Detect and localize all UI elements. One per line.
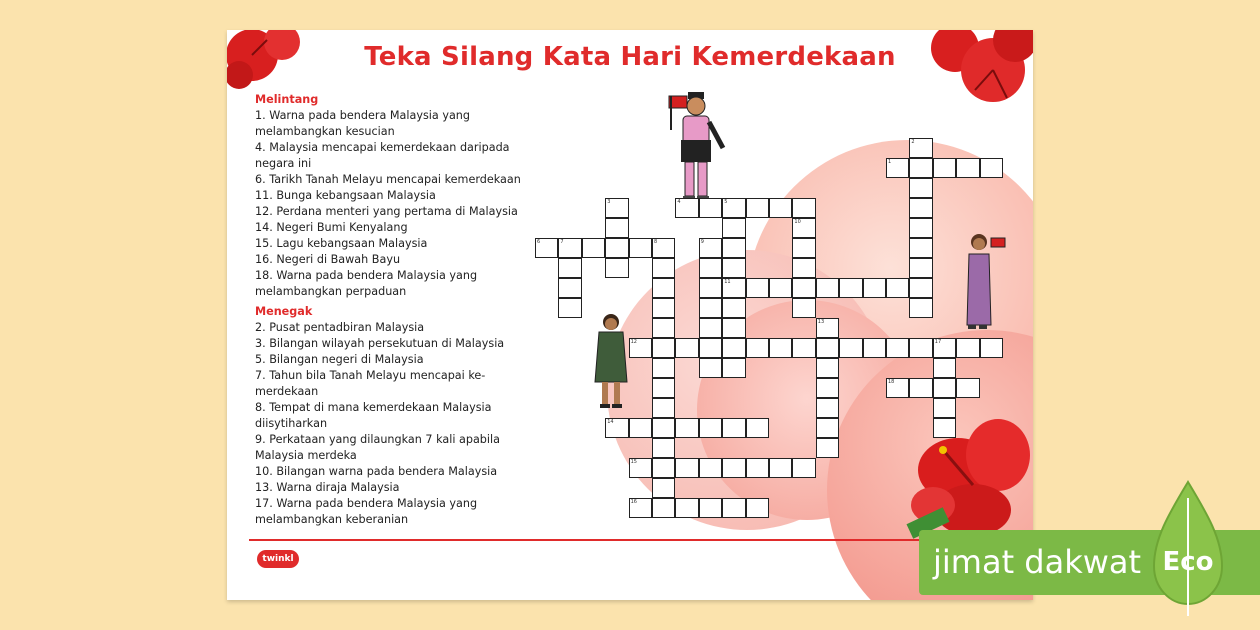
grid-cell[interactable] [652,398,675,418]
grid-cell[interactable] [722,198,745,218]
grid-cell[interactable] [792,198,815,218]
grid-cell[interactable] [816,278,839,298]
grid-cell[interactable] [722,458,745,478]
down-clue: 2. Pusat pentadbiran Malaysia [255,321,425,334]
grid-number: 2 [911,139,915,145]
grid-cell[interactable] [933,158,956,178]
grid-cell[interactable] [769,338,792,358]
across-clue: 11. Bunga kebangsaan Malaysia [255,189,436,202]
grid-cell[interactable] [816,378,839,398]
grid-cell[interactable] [886,338,909,358]
across-clue: 12. Perdana menteri yang pertama di Malaysia [255,205,518,218]
grid-cell[interactable] [558,278,581,298]
grid-cell[interactable] [933,358,956,378]
grid-cell[interactable] [909,178,932,198]
grid-cell[interactable] [605,198,628,218]
grid-cell[interactable] [675,418,698,438]
grid-cell[interactable] [652,298,675,318]
down-clue: 13. Warna diraja Malaysia [255,481,400,494]
grid-cell[interactable] [652,458,675,478]
across-clue: melambangkan perpaduan [255,285,407,298]
grid-cell[interactable] [909,278,932,298]
grid-cell[interactable] [863,278,886,298]
grid-cell[interactable] [629,338,652,358]
grid-cell[interactable] [652,378,675,398]
grid-cell[interactable] [980,338,1003,358]
grid-cell[interactable] [769,198,792,218]
grid-cell[interactable] [652,258,675,278]
grid-cell[interactable] [605,218,628,238]
grid-cell[interactable] [722,258,745,278]
worksheet [227,30,1033,600]
grid-number: 15 [630,459,637,465]
grid-number: 11 [724,279,731,285]
grid-cell[interactable] [792,338,815,358]
grid-cell[interactable] [909,298,932,318]
down-heading: Menegak [255,305,313,318]
across-clue: 1. Warna pada bendera Malaysia yang [255,109,470,122]
grid-cell[interactable] [629,418,652,438]
grid-cell[interactable] [886,278,909,298]
grid-number: 6 [537,239,541,245]
eco-drop-icon [1148,478,1228,618]
grid-cell[interactable] [956,158,979,178]
grid-cell[interactable] [746,198,769,218]
grid-cell[interactable] [652,498,675,518]
grid-cell[interactable] [769,278,792,298]
grid-cell[interactable] [816,358,839,378]
grid-cell[interactable] [792,258,815,278]
grid-number: 12 [630,339,637,345]
grid-cell[interactable] [792,218,815,238]
grid-cell[interactable] [699,418,722,438]
grid-cell[interactable] [652,418,675,438]
grid-cell[interactable] [980,158,1003,178]
grid-number: 5 [724,199,728,205]
grid-cell[interactable] [746,498,769,518]
grid-cell[interactable] [699,318,722,338]
grid-cell[interactable] [675,458,698,478]
grid-cell[interactable] [933,378,956,398]
grid-cell[interactable] [558,298,581,318]
grid-cell[interactable] [722,418,745,438]
grid-cell[interactable] [792,298,815,318]
down-clue: diisytiharkan [255,417,328,430]
grid-number: 16 [630,499,637,505]
grid-cell[interactable] [605,238,628,258]
grid-number: 7 [560,239,564,245]
grid-cell[interactable] [652,278,675,298]
down-clue: 7. Tahun bila Tanah Melayu mencapai ke- [255,369,486,382]
grid-cell[interactable] [699,258,722,278]
grid-cell[interactable] [933,338,956,358]
grid-cell[interactable] [909,338,932,358]
grid-cell[interactable] [699,358,722,378]
grid-cell[interactable] [746,278,769,298]
twinkl-logo: twinkl [257,550,299,568]
grid-cell[interactable] [629,458,652,478]
down-clue: 8. Tempat di mana kemerdekaan Malaysia [255,401,492,414]
grid-cell[interactable] [675,198,698,218]
grid-cell[interactable] [582,238,605,258]
down-clue: 3. Bilangan wilayah persekutuan di Malaysia [255,337,505,350]
footer-divider [249,539,1011,541]
grid-cell[interactable] [909,258,932,278]
grid-cell[interactable] [769,458,792,478]
grid-cell[interactable] [652,438,675,458]
across-clue: 14. Negeri Bumi Kenyalang [255,221,408,234]
grid-cell[interactable] [675,338,698,358]
grid-cell[interactable] [746,338,769,358]
grid-cell[interactable] [699,298,722,318]
grid-cell[interactable] [722,318,745,338]
grid-number: 8 [654,239,658,245]
grid-number: 4 [677,199,681,205]
grid-number: 14 [607,419,614,425]
grid-cell[interactable] [699,198,722,218]
grid-cell[interactable] [792,278,815,298]
across-clue: melambangkan kesucian [255,125,395,138]
down-clue: melambangkan keberanian [255,513,409,526]
grid-cell[interactable] [722,278,745,298]
across-clue: 18. Warna pada bendera Malaysia yang [255,269,478,282]
grid-cell[interactable] [909,158,932,178]
grid-cell[interactable] [722,498,745,518]
grid-number: 18 [888,379,895,385]
grid-cell[interactable] [746,458,769,478]
down-clue: Malaysia merdeka [255,449,357,462]
eco-drop-label: Eco [1162,547,1214,577]
grid-cell[interactable] [699,498,722,518]
down-clue: merdekaan [255,385,319,398]
crossword-grid [227,30,1033,600]
down-clue: 5. Bilangan negeri di Malaysia [255,353,424,366]
grid-cell[interactable] [629,238,652,258]
across-clue: 16. Negeri di Bawah Bayu [255,253,401,266]
grid-cell[interactable] [886,378,909,398]
grid-cell[interactable] [722,298,745,318]
grid-cell[interactable] [909,198,932,218]
grid-cell[interactable] [722,358,745,378]
grid-number: 17 [934,339,942,345]
grid-number: 9 [700,239,704,245]
grid-cell[interactable] [792,238,815,258]
grid-cell[interactable] [909,218,932,238]
grid-cell[interactable] [839,278,862,298]
grid-number: 13 [817,319,825,325]
grid-cell[interactable] [652,338,675,358]
page-title: Teka Silang Kata Hari Kemerdekaan [364,42,896,72]
grid-cell[interactable] [722,338,745,358]
grid-cell[interactable] [816,438,839,458]
grid-cell[interactable] [558,258,581,278]
eco-badge-label: jimat dakwat [933,543,1142,581]
grid-cell[interactable] [839,338,862,358]
grid-number: 10 [794,219,801,225]
grid-cell[interactable] [605,258,628,278]
grid-cell[interactable] [816,318,839,338]
grid-cell[interactable] [558,238,581,258]
grid-number: 3 [607,199,611,205]
across-clue: 15. Lagu kebangsaan Malaysia [255,237,428,250]
grid-cell[interactable] [746,418,769,438]
grid-cell[interactable] [675,498,698,518]
grid-cell[interactable] [605,418,628,438]
grid-cell[interactable] [652,318,675,338]
grid-cell[interactable] [652,238,675,258]
grid-cell[interactable] [792,458,815,478]
grid-cell[interactable] [699,238,722,258]
grid-cell[interactable] [699,458,722,478]
grid-cell[interactable] [816,398,839,418]
grid-cell[interactable] [816,418,839,438]
grid-cell[interactable] [933,418,956,438]
grid-cell[interactable] [629,498,652,518]
down-clue: 17. Warna pada bendera Malaysia yang [255,497,478,510]
grid-cell[interactable] [909,378,932,398]
grid-cell[interactable] [699,278,722,298]
grid-cell[interactable] [909,238,932,258]
grid-cell[interactable] [652,358,675,378]
down-clue: 10. Bilangan warna pada bendera Malaysia [255,465,498,478]
grid-cell[interactable] [956,378,979,398]
across-clue: 6. Tarikh Tanah Melayu mencapai kemerdekaan [255,173,521,186]
grid-cell[interactable] [722,218,745,238]
grid-cell[interactable] [863,338,886,358]
grid-cell[interactable] [816,338,839,358]
grid-cell[interactable] [933,398,956,418]
grid-cell[interactable] [886,158,909,178]
across-heading: Melintang [255,93,319,106]
grid-cell[interactable] [535,238,558,258]
grid-cell[interactable] [652,478,675,498]
grid-cell[interactable] [699,338,722,358]
grid-cell[interactable] [722,238,745,258]
across-clue: 4. Malaysia mencapai kemerdekaan daripada [255,141,510,154]
grid-number: 1 [888,159,892,165]
down-clue: 9. Perkataan yang dilaungkan 7 kali apabila [255,433,500,446]
grid-cell[interactable] [909,138,932,158]
across-clue: negara ini [255,157,312,170]
grid-cell[interactable] [956,338,979,358]
